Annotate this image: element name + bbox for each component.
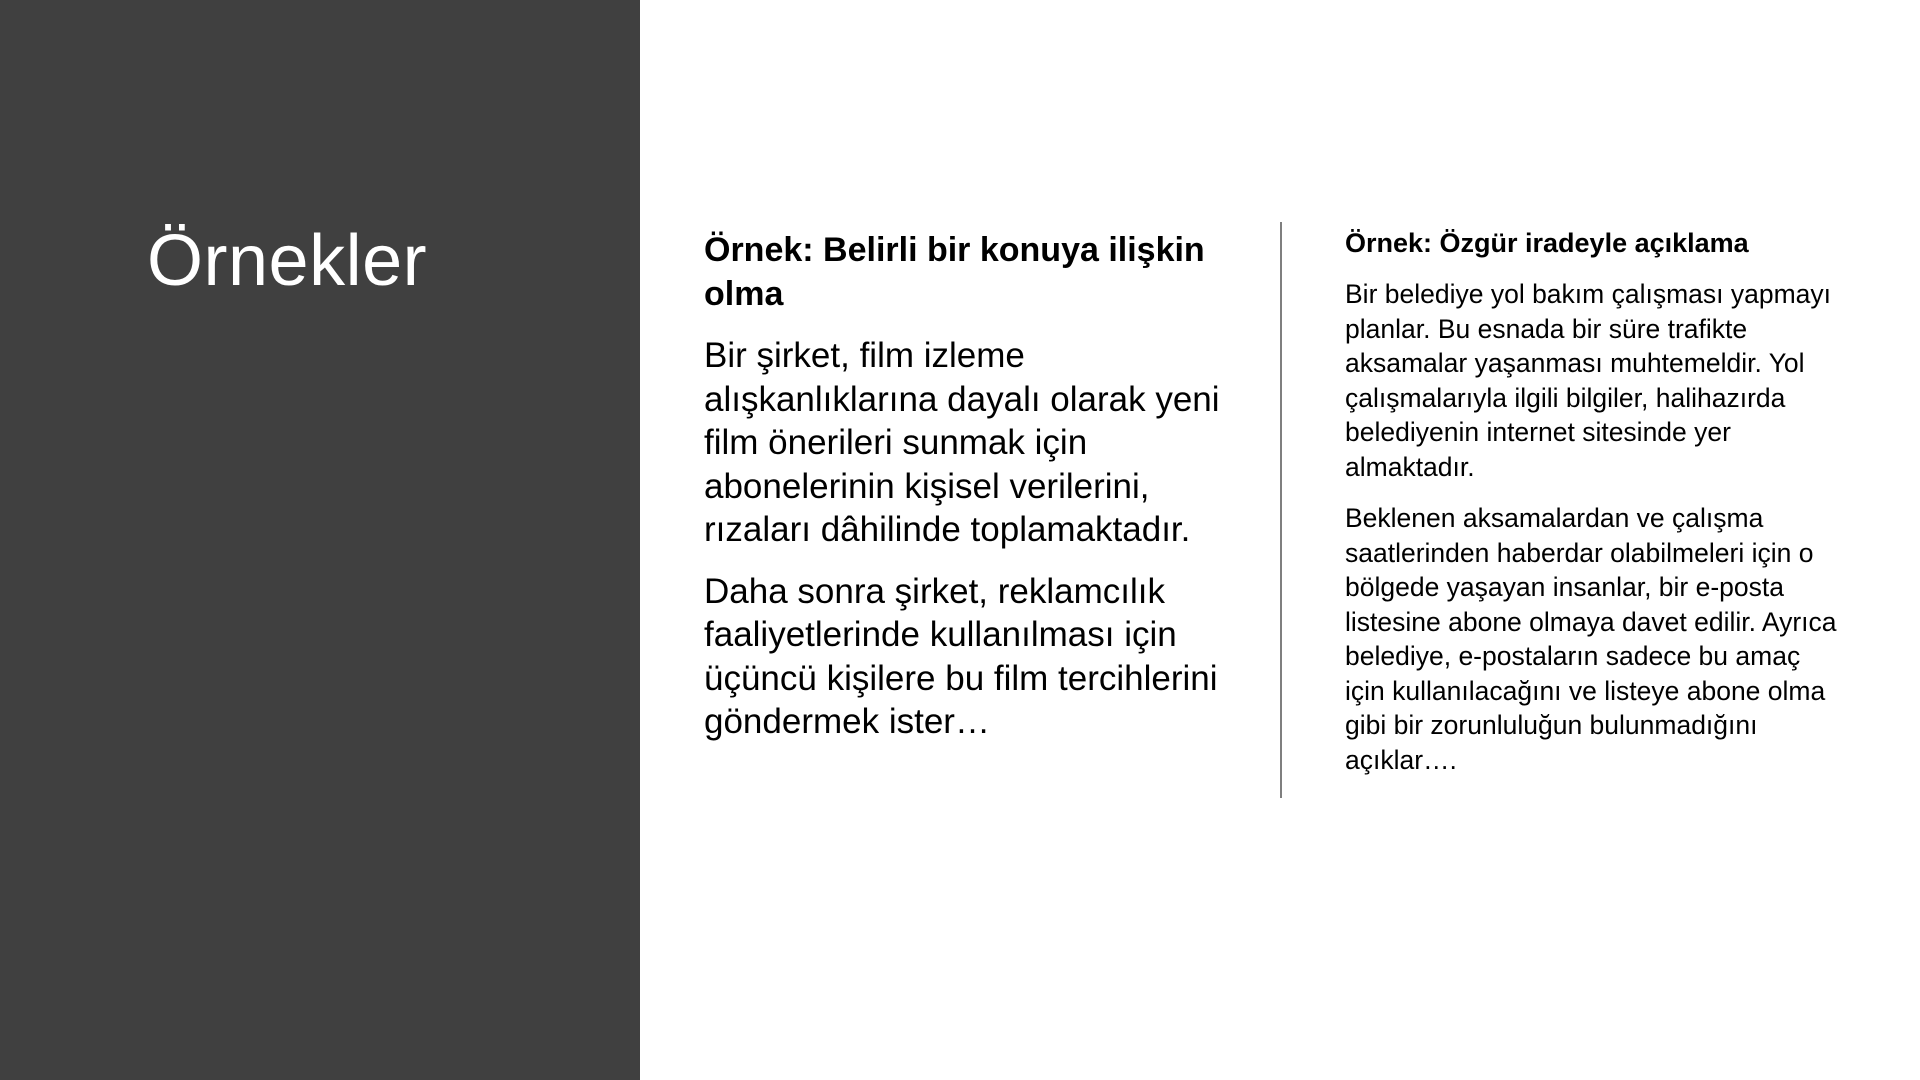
title-panel <box>0 0 640 1080</box>
left-example-paragraph-1: Bir şirket, film izleme alışkanlıklarına dayalı olarak yeni film önerileri sunmak için abonelerinin kişisel verilerini, rızaları dâhilinde toplamaktadır. <box>704 336 1220 549</box>
right-example-paragraph-1: Bir belediye yol bakım çalışması yapmayı planlar. Bu esnada bir süre trafikte aksamalar yaşanması muhtemeldir. Yol çalışmalarıyla ilgili bilgiler, halihazırda belediyenin internet sitesinde yer almaktadır. <box>1345 279 1832 482</box>
left-example-heading: Örnek: Belirli bir konuya ilişkin olma <box>704 231 1205 313</box>
right-example-heading: Örnek: Özgür iradeyle açıklama <box>1345 228 1749 258</box>
column-divider <box>1280 222 1282 798</box>
left-example-column <box>704 228 1224 762</box>
left-example-paragraph-2: Daha sonra şirket, reklamcılık faaliyetlerinde kullanılması için üçüncü kişilere bu film tercihlerini göndermek ister… <box>704 571 1218 741</box>
right-example-column <box>1345 226 1845 794</box>
slide-title: Örnekler <box>147 221 428 301</box>
right-example-paragraph-2: Beklenen aksamalardan ve çalışma saatlerinden haberdar olabilmeleri için o bölgede yaşayan insanlar, bir e-posta listesine abone olmaya davet edilir. Ayrıca belediye, e-postaların sadece bu amaç için kullanılacağını ve listeye abone olma gibi bir zorunluluğun bulunmadığını açıklar…. <box>1345 503 1837 775</box>
